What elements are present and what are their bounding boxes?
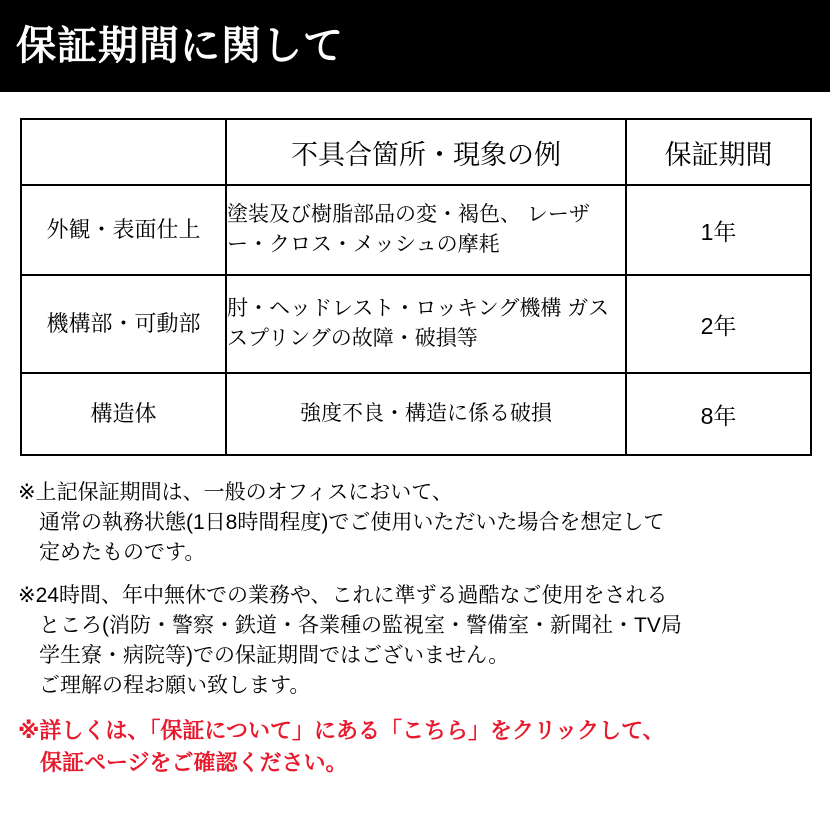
- table-header-blank: [21, 119, 226, 185]
- row-description-line: 強度不良・構造に係る破損: [300, 401, 552, 425]
- note-item: [18, 478, 812, 567]
- note-highlight-line: 保証ページをご確認ください。: [18, 749, 348, 775]
- row-description-line: レーザー・クロス・メッシュの摩耗: [227, 202, 590, 256]
- row-description-line: 塗装及び樹脂部品の変・褐色、: [227, 202, 521, 226]
- row-category: 構造体: [21, 373, 226, 455]
- row-description-line: 肘・ヘッドレスト・ロッキング機構: [227, 296, 562, 320]
- note-line: ところ(消防・警察・鉄道・各業種の監視室・警備室・新聞社・TV局: [18, 614, 682, 638]
- row-description-line: ガススプリングの故障・破損等: [227, 296, 610, 350]
- note-item: [18, 581, 812, 700]
- note-line: ※上記保証期間は、一般のオフィスにおいて、: [18, 481, 453, 504]
- table-header-row: [21, 119, 811, 185]
- table-header-term: 保証期間: [626, 119, 811, 185]
- warranty-table: [20, 118, 812, 456]
- row-term: 1年: [626, 185, 811, 275]
- table-header-description: 不具合箇所・現象の例: [226, 119, 626, 185]
- note-line: ご理解の程お願い致します。: [18, 673, 311, 697]
- note-line: 通常の執務状態(1日8時間程度)でご使用いただいた場合を想定して: [18, 510, 665, 534]
- page-header: [0, 0, 830, 92]
- row-category: 機構部・可動部: [21, 275, 226, 373]
- note-highlight: [18, 715, 812, 779]
- row-description: [226, 185, 626, 275]
- table-row: [21, 275, 811, 373]
- note-line: 定めたものです。: [18, 540, 206, 564]
- page-title: 保証期間に関して: [16, 24, 344, 68]
- notes-section: [0, 456, 830, 778]
- note-line: ※24時間、年中無休での業務や、これに準ずる過酷なご使用をされる: [18, 584, 668, 608]
- row-description: [226, 275, 626, 373]
- table-row: [21, 185, 811, 275]
- row-term: 8年: [626, 373, 811, 455]
- warranty-table-wrap: [0, 92, 830, 456]
- row-description: [226, 373, 626, 455]
- note-line: 学生寮・病院等)での保証期間ではございません。: [18, 644, 510, 668]
- table-row: [21, 373, 811, 455]
- row-category: 外観・表面仕上: [21, 185, 226, 275]
- note-highlight-line: ※詳しくは、「保証について」にある「こちら」をクリックして、: [18, 717, 665, 743]
- row-term: 2年: [626, 275, 811, 373]
